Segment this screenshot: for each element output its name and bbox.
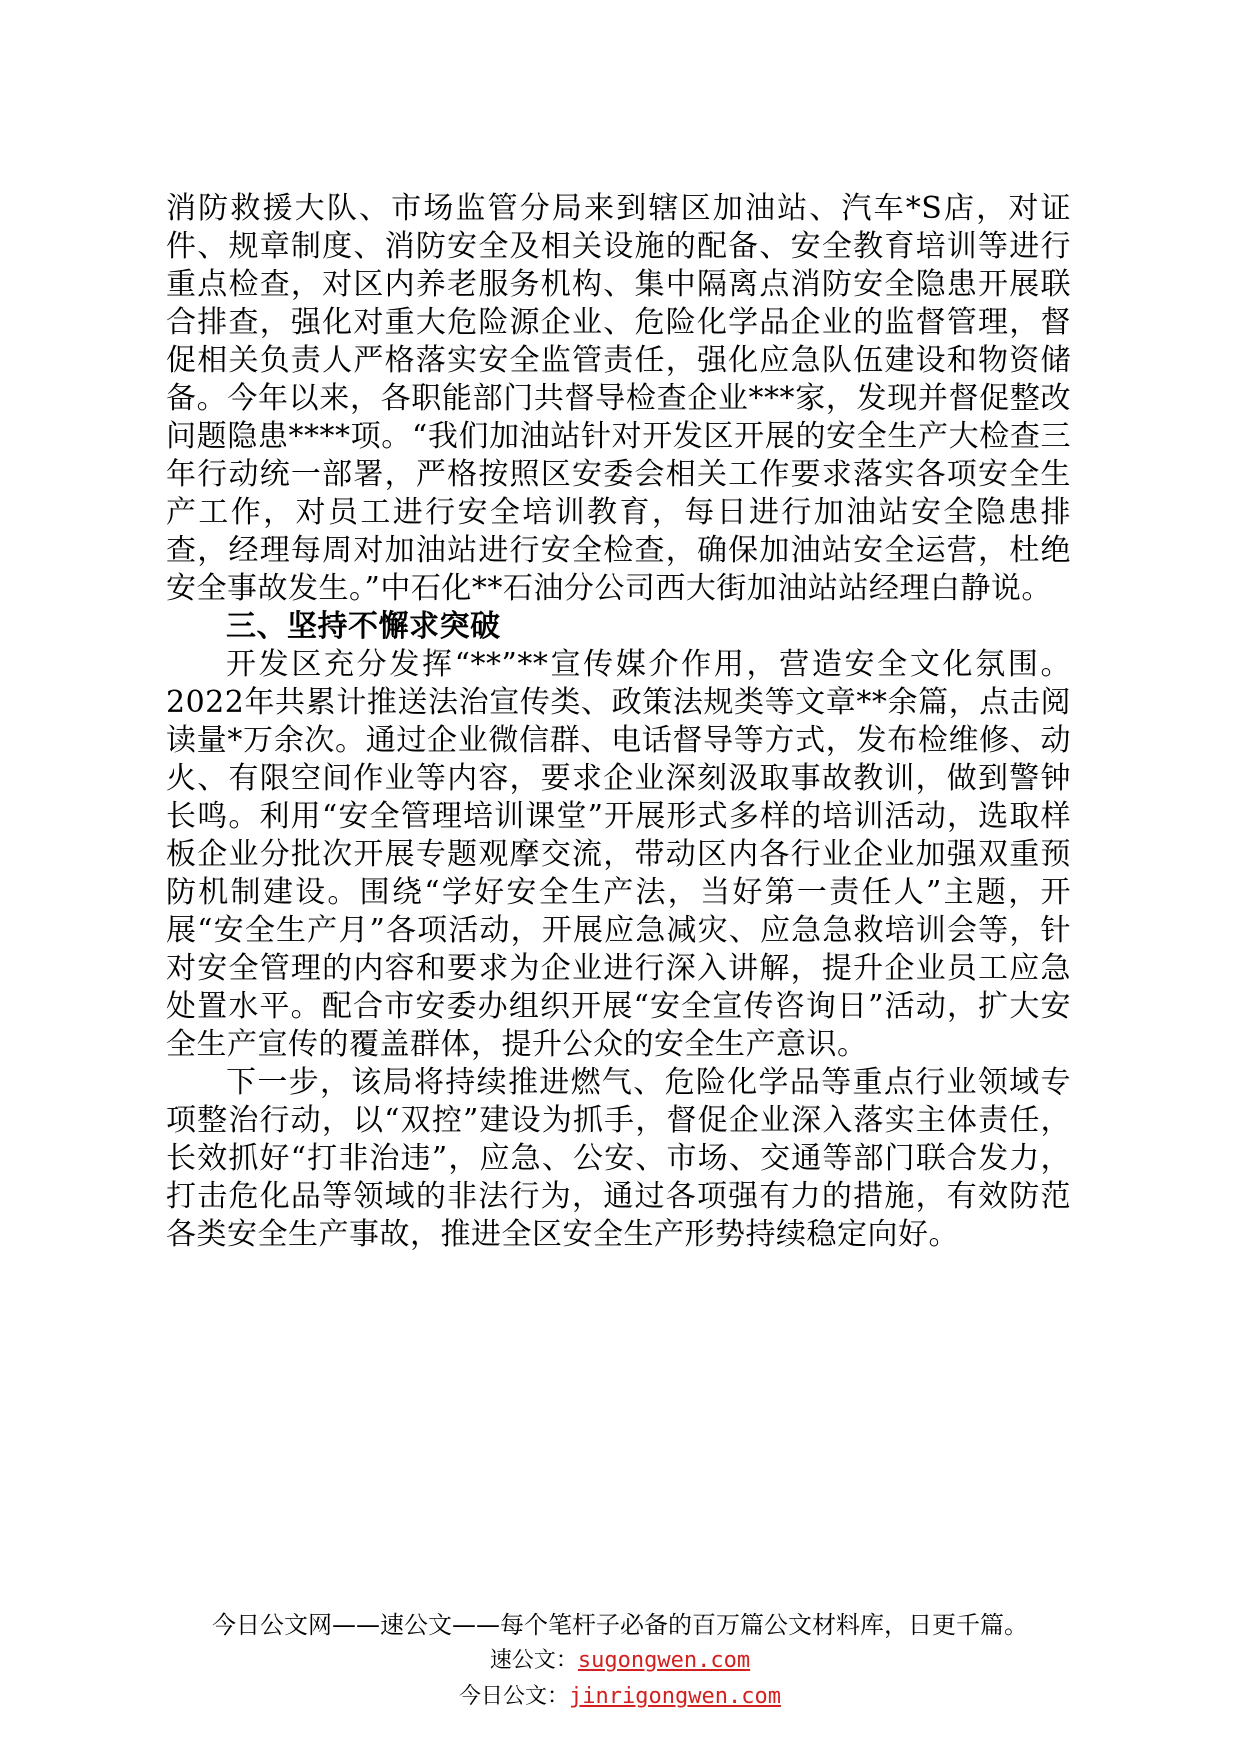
section-heading: 三、坚持不懈求突破 — [226, 609, 501, 644]
footer-link-row — [0, 1647, 1240, 1675]
footer-link-label: 速公文： — [489, 1648, 578, 1673]
body-paragraph: 下一步，该局将持续推进燃气、危险化学品等重点行业领域专项整治行动，以“双控”建设为抓手，督促企业深入落实主体责任，长效抓好“打非治违”，应急、公安、市场、交通等部门联合发力，打击危化品等领域的非法行为，通过各项强有力的措施，有效防范各类安全生产事故，推进全区安全生产形势持续稳定向好。 — [166, 1065, 1071, 1252]
footer-link-label: 今日公文： — [459, 1684, 570, 1709]
footer-slogan: 今日公文网——速公文——每个笔杆子必备的百万篇公文材料库，日更千篇。 — [212, 1611, 1028, 1639]
jinrigongwen-link[interactable]: jinrigongwen.com — [569, 1684, 781, 1709]
body-paragraph: 消防救援大队、市场监管分局来到辖区加油站、汽车*S店，对证件、规章制度、消防安全及相关设施的配备、安全教育培训等进行重点检查，对区内养老服务机构、集中隔离点消防安全隐患开展联合排查，强化对重大危险源企业、危险化学品企业的监督管理，督促相关负责人严格落实安全监管责任，强化应急队伍建设和物资储备。今年以来，各职能部门共督导检查企业***家，发现并督促整改问题隐患****项。“我们加油站针对开发区开展的安全生产大检查三年行动统一部署，严格按照区安委会相关工作要求落实各项安全生产工作，对员工进行安全培训教育，每日进行加油站安全隐患排查，经理每周对加油站进行安全检查，确保加油站安全运营，杜绝安全事故发生。”中石化**石油分公司西大街加油站站经理白静说。 — [166, 191, 1071, 606]
body-paragraph: 开发区充分发挥“**”**宣传媒介作用，营造安全文化氛围。2022年共累计推送法治宣传类、政策法规类等文章**余篇，点击阅读量*万余次。通过企业微信群、电话督导等方式，发布检维修、动火、有限空间作业等内容，要求企业深刻汲取事故教训，做到警钟长鸣。利用“安全管理培训课堂”开展形式多样的培训活动，选取样板企业分批次开展专题观摩交流，带动区内各行业企业加强双重预防机制建设。围绕“学好安全生产法，当好第一责任人”主题，开展“安全生产月”各项活动，开展应急减灾、应急急救培训会等，针对安全管理的内容和要求为企业进行深入讲解，提升企业员工应急处置水平。配合市安委办组织开展“安全宣传咨询日”活动，扩大安全生产宣传的覆盖群体，提升公众的安全生产意识。 — [166, 647, 1071, 1062]
sugongwen-link[interactable]: sugongwen.com — [577, 1648, 751, 1673]
document-body — [166, 190, 1071, 1254]
footer-link-row — [0, 1683, 1240, 1711]
